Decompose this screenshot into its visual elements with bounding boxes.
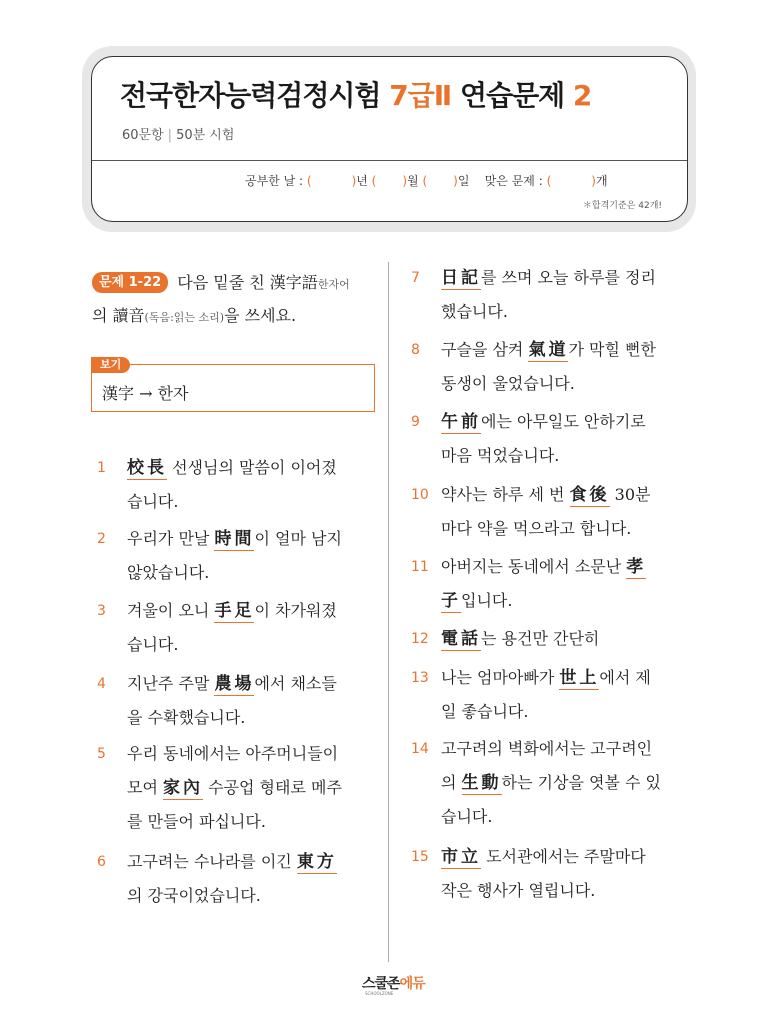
question-text: 일 좋습니다.	[441, 702, 529, 721]
logo-main: 스쿨존	[362, 976, 400, 992]
title-grade: 7급Ⅱ	[389, 79, 452, 112]
correct-count-label: 맞은 문제 :	[484, 174, 543, 188]
question-number: 6	[97, 854, 106, 870]
question-text: 선생님의 말씀이 이어졌	[167, 458, 337, 477]
instruction-text-1: 다음 밑줄 친 漢字語	[172, 273, 318, 292]
question-text: 우리가 만날	[127, 529, 215, 548]
question-number: 14	[411, 741, 429, 757]
question-text: 약사는 하루 세 번	[441, 485, 570, 504]
underlined-word: 校長	[127, 458, 167, 478]
question-text: 않았습니다.	[127, 563, 210, 582]
question-number: 13	[411, 670, 429, 686]
question-text: 했습니다.	[441, 302, 508, 321]
question-text: 수공업 형태로 메주	[203, 778, 342, 797]
question-text: 마음 먹었습니다.	[441, 446, 560, 465]
title-practice: 연습문제	[451, 79, 573, 112]
underlined-word: 孝	[626, 557, 647, 577]
question-text: 겨울이 오니	[127, 601, 215, 620]
count-unit: 개	[595, 174, 608, 188]
question-text: 가 막힐 뻔한	[568, 340, 656, 359]
question-text: 의	[441, 773, 462, 792]
question-text: 우리 동네에서는 아주머니들이	[127, 744, 339, 763]
question-text: 구슬을 삼켜	[441, 340, 529, 359]
underlined-word: 東方	[296, 852, 337, 872]
underlined-word: 生動	[461, 773, 502, 793]
question-text: 에서 채소들	[254, 674, 337, 693]
question-text: 지난주 주말	[127, 674, 215, 693]
correct-count-blank[interactable]: ( )	[546, 174, 596, 188]
instruction-text-3: 을 쓰세요.	[224, 306, 297, 325]
underlined-word: 日記	[441, 268, 481, 288]
month-label: 월	[407, 174, 419, 188]
question-text: 입니다.	[461, 591, 513, 610]
publisher-logo	[362, 973, 425, 993]
question-text: 에서 제	[599, 668, 651, 687]
question-number: 15	[411, 849, 429, 865]
question-text: 이 차가워졌	[254, 601, 337, 620]
underlined-word: 食後	[569, 485, 610, 505]
question-number: 9	[411, 414, 420, 430]
question-text: 동생이 울었습니다.	[441, 374, 575, 393]
question-text: 작은 행사가 열립니다.	[441, 881, 596, 900]
question-text: 마다 약을 먹으라고 합니다.	[441, 519, 632, 538]
question-text: 을 수확했습니다.	[127, 708, 246, 727]
example-text: 漢字 → 한자	[102, 384, 189, 403]
question-number: 4	[97, 676, 106, 692]
page-title	[120, 74, 591, 114]
instruction-text-2: 의 讀音	[92, 306, 145, 325]
question-number: 8	[411, 342, 420, 358]
example-tag: 보기	[91, 357, 130, 373]
question-text: 습니다.	[127, 492, 179, 511]
underlined-word: 子	[441, 591, 461, 611]
month-blank[interactable]: ( )	[371, 174, 408, 188]
info-separator: |	[167, 128, 173, 143]
question-range-badge: 문제 1-22	[92, 272, 168, 293]
question-text: 고구려의 벽화에서는 고구려인	[441, 739, 653, 758]
question-text: 아버지는 동네에서 소문난	[441, 557, 627, 576]
question-text: 30분	[609, 485, 651, 504]
title-main: 전국한자능력검정시험	[120, 79, 390, 112]
underlined-word: 市立	[441, 847, 481, 867]
instruction-gloss-2: (독음:읽는 소리)	[144, 311, 225, 324]
underlined-word: 電話	[441, 629, 481, 649]
day-blank[interactable]: ( )	[422, 174, 458, 188]
column-divider	[388, 262, 389, 962]
question-number: 2	[97, 531, 106, 547]
underlined-word: 氣道	[528, 340, 569, 360]
underlined-word: 時間	[214, 529, 255, 549]
year-label: 년	[356, 174, 368, 188]
exam-info	[122, 124, 234, 143]
exam-time: 50분 시험	[176, 128, 235, 143]
logo-subtext: SCHOOLZONE	[365, 991, 394, 996]
question-number: 5	[97, 746, 106, 762]
question-text: 를 쓰며 오늘 하루를 정리	[481, 268, 656, 287]
underlined-word: 家內	[163, 778, 203, 798]
title-number: 2	[572, 79, 592, 112]
question-text: 나는 엄마아빠가	[441, 668, 560, 687]
study-date-label: 공부한 날 :	[245, 174, 304, 188]
year-blank[interactable]: ( )	[306, 174, 357, 188]
question-text: 도서관에서는 주말마다	[481, 847, 646, 866]
question-text: 모여	[127, 778, 163, 797]
study-record-line	[245, 172, 608, 189]
instruction	[92, 267, 382, 333]
question-text: 이 얼마 남지	[254, 529, 342, 548]
underlined-word: 手足	[214, 601, 255, 621]
question-number: 12	[411, 631, 429, 647]
underlined-word: 午前	[441, 412, 481, 432]
question-text: 는 용건만 간단히	[481, 629, 600, 648]
question-number: 3	[97, 603, 106, 619]
question-text: 고구려는 수나라를 이긴	[127, 852, 297, 871]
underlined-word: 農場	[214, 674, 255, 694]
logo-accent: 에듀	[399, 976, 425, 992]
question-count: 60문항	[122, 128, 164, 143]
instruction-gloss-1: 한자어	[317, 278, 350, 291]
question-number: 1	[97, 460, 106, 476]
question-text: 에는 아무일도 안하기로	[481, 412, 646, 431]
question-number: 11	[411, 559, 429, 575]
question-text: 를 만들어 파십니다.	[127, 812, 266, 831]
pass-criteria-note: ＊합격기준은 42개!	[582, 201, 662, 211]
question-text: 하는 기상을 엿볼 수 있	[501, 773, 661, 792]
underlined-word: 世上	[559, 668, 600, 688]
question-text: 의 강국이었습니다.	[127, 886, 261, 905]
question-number: 10	[411, 487, 429, 503]
day-label: 일	[457, 174, 470, 188]
question-text: 습니다.	[127, 635, 179, 654]
question-number: 7	[411, 270, 420, 286]
header-divider	[92, 160, 687, 161]
question-text: 습니다.	[441, 807, 493, 826]
